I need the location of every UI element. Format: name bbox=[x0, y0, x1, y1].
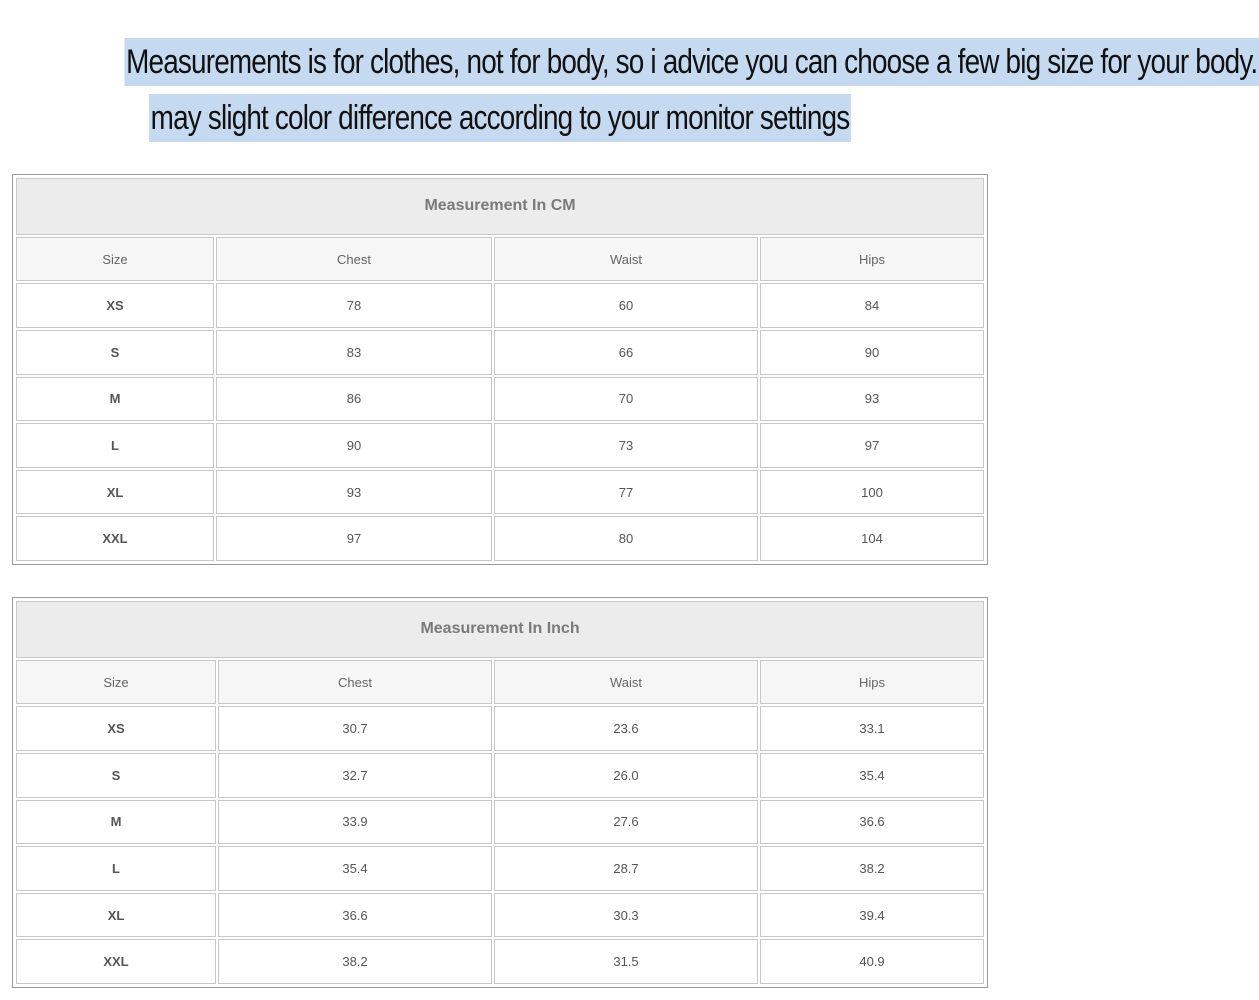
hips-cell: 35.4 bbox=[760, 753, 984, 798]
table-row bbox=[16, 330, 984, 375]
size-cell: S bbox=[16, 330, 214, 375]
size-cell: XS bbox=[16, 706, 216, 751]
chest-cell: 97 bbox=[216, 516, 492, 561]
hips-cell: 100 bbox=[760, 470, 984, 515]
cm-size-table bbox=[12, 174, 988, 565]
size-cell: XXL bbox=[16, 516, 214, 561]
notice-line-2: may slight color difference according to your monitor settings bbox=[149, 94, 851, 142]
hips-cell: 97 bbox=[760, 423, 984, 468]
waist-cell: 28.7 bbox=[494, 846, 758, 891]
table-row bbox=[16, 846, 984, 891]
column-header-hips: Hips bbox=[760, 237, 984, 282]
hips-cell: 36.6 bbox=[760, 800, 984, 845]
table-row bbox=[16, 283, 984, 328]
size-cell: L bbox=[16, 423, 214, 468]
size-cell: M bbox=[16, 377, 214, 422]
table-row bbox=[16, 377, 984, 422]
waist-cell: 27.6 bbox=[494, 800, 758, 845]
column-header-waist: Waist bbox=[494, 660, 758, 705]
table-row bbox=[16, 706, 984, 751]
table-row bbox=[16, 939, 984, 984]
chest-cell: 32.7 bbox=[218, 753, 492, 798]
table-row bbox=[16, 470, 984, 515]
hips-cell: 90 bbox=[760, 330, 984, 375]
hips-cell: 40.9 bbox=[760, 939, 984, 984]
waist-cell: 66 bbox=[494, 330, 758, 375]
column-header-chest: Chest bbox=[216, 237, 492, 282]
measurement-notice bbox=[0, 38, 1258, 142]
size-cell: L bbox=[16, 846, 216, 891]
size-cell: XS bbox=[16, 283, 214, 328]
size-cell: XL bbox=[16, 893, 216, 938]
chest-cell: 78 bbox=[216, 283, 492, 328]
chest-cell: 35.4 bbox=[218, 846, 492, 891]
size-cell: XXL bbox=[16, 939, 216, 984]
table-row bbox=[16, 753, 984, 798]
chest-cell: 83 bbox=[216, 330, 492, 375]
table-row bbox=[16, 423, 984, 468]
hips-cell: 39.4 bbox=[760, 893, 984, 938]
waist-cell: 23.6 bbox=[494, 706, 758, 751]
waist-cell: 70 bbox=[494, 377, 758, 422]
size-cell: S bbox=[16, 753, 216, 798]
waist-cell: 80 bbox=[494, 516, 758, 561]
chest-cell: 36.6 bbox=[218, 893, 492, 938]
waist-cell: 30.3 bbox=[494, 893, 758, 938]
column-header-size: Size bbox=[16, 237, 214, 282]
waist-cell: 73 bbox=[494, 423, 758, 468]
hips-cell: 84 bbox=[760, 283, 984, 328]
chest-cell: 86 bbox=[216, 377, 492, 422]
table-title: Measurement In Inch bbox=[16, 601, 984, 658]
column-header-waist: Waist bbox=[494, 237, 758, 282]
chest-cell: 33.9 bbox=[218, 800, 492, 845]
table-row bbox=[16, 516, 984, 561]
waist-cell: 26.0 bbox=[494, 753, 758, 798]
chest-cell: 38.2 bbox=[218, 939, 492, 984]
inch-size-table bbox=[12, 597, 988, 988]
hips-cell: 33.1 bbox=[760, 706, 984, 751]
waist-cell: 77 bbox=[494, 470, 758, 515]
notice-line-1: Measurements is for clothes, not for body, so i advice you can choose a few big size for your body. bbox=[125, 38, 1259, 86]
hips-cell: 38.2 bbox=[760, 846, 984, 891]
column-header-chest: Chest bbox=[218, 660, 492, 705]
chest-cell: 30.7 bbox=[218, 706, 492, 751]
column-header-hips: Hips bbox=[760, 660, 984, 705]
table-row bbox=[16, 800, 984, 845]
table-title: Measurement In CM bbox=[16, 178, 984, 235]
waist-cell: 60 bbox=[494, 283, 758, 328]
waist-cell: 31.5 bbox=[494, 939, 758, 984]
column-header-size: Size bbox=[16, 660, 216, 705]
table-row bbox=[16, 893, 984, 938]
hips-cell: 93 bbox=[760, 377, 984, 422]
chest-cell: 90 bbox=[216, 423, 492, 468]
hips-cell: 104 bbox=[760, 516, 984, 561]
size-cell: M bbox=[16, 800, 216, 845]
size-cell: XL bbox=[16, 470, 214, 515]
chest-cell: 93 bbox=[216, 470, 492, 515]
